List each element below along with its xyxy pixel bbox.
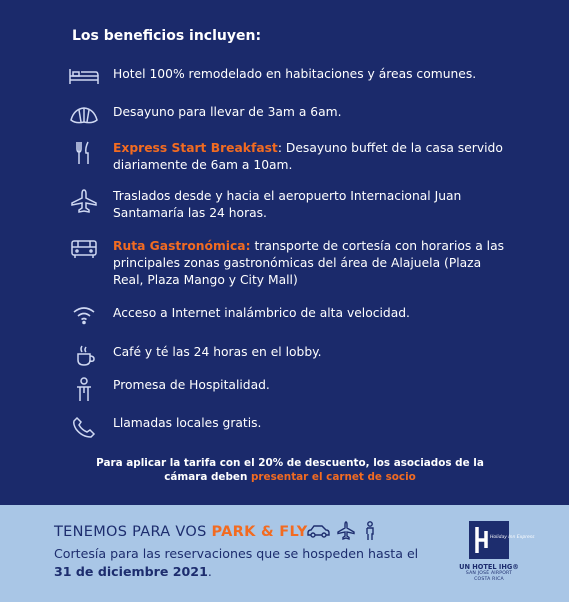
wifi-icon [68, 305, 102, 329]
park-fly-accent: PARK & FLY [211, 524, 308, 540]
benefit-text: Traslados desde y hacia el aeropuerto Internacional Juan Santamaría las 24 horas. [113, 189, 462, 220]
park-fly-icons [306, 520, 380, 542]
croissant-icon [68, 104, 102, 128]
airplane-icon [68, 188, 102, 212]
discount-note: Para aplicar la tarifa con el 20% de descuento, los asociados de la cámara deben presentar el carnet de socio [96, 457, 484, 483]
benefit-text: Hotel 100% remodelado en habitaciones y áreas comunes. [113, 67, 477, 81]
note-highlight: presentar el carnet de socio [250, 471, 416, 483]
courtesy-text: Cortesía para las reservaciones que se hospeden hasta el 31 de diciembre 2021. [54, 546, 419, 579]
benefits-title: Los beneficios incluyen: [72, 28, 262, 44]
holiday-inn-express-logo [469, 521, 535, 559]
benefit-text: : Desayuno buffet de la casa servido diariamente de 6am a 10am. [113, 141, 503, 172]
benefit-text: Desayuno para llevar de 3am a 6am. [113, 105, 342, 119]
coffee-cup-icon [68, 344, 102, 368]
benefit-text: Acceso a Internet inalámbrico de alta velocidad. [113, 306, 410, 320]
bus-icon [68, 238, 102, 262]
airplane-icon [338, 522, 354, 539]
benefit-text: Llamadas locales gratis. [113, 416, 262, 430]
benefit-text: transporte de cortesía con horarios a las principales zonas gastronómicas del área de Alajuela (Plaza Real, Plaza Mango y City Mall) [113, 239, 505, 287]
person-icon [367, 522, 373, 540]
logo-brand-text: Holiday Inn Express [490, 535, 535, 540]
logo-caption: UN HOTEL IHG® SAN JOSÉ AIRPORT COSTA RICA [459, 563, 519, 582]
fork-knife-icon [68, 140, 102, 164]
phone-icon [68, 415, 102, 439]
park-fly-heading: TENEMOS PARA VOS PARK & FLY [54, 524, 308, 540]
benefit-highlight: Express Start Breakfast [113, 141, 278, 155]
benefit-text: Café y té las 24 horas en el lobby. [113, 345, 322, 359]
benefit-highlight: Ruta Gastronómica: [113, 239, 251, 253]
concierge-person-icon [68, 377, 102, 401]
car-icon [308, 526, 329, 537]
courtesy-date: 31 de diciembre 2021 [54, 564, 208, 579]
bed-icon [68, 66, 102, 90]
benefit-text: Promesa de Hospitalidad. [113, 378, 270, 392]
